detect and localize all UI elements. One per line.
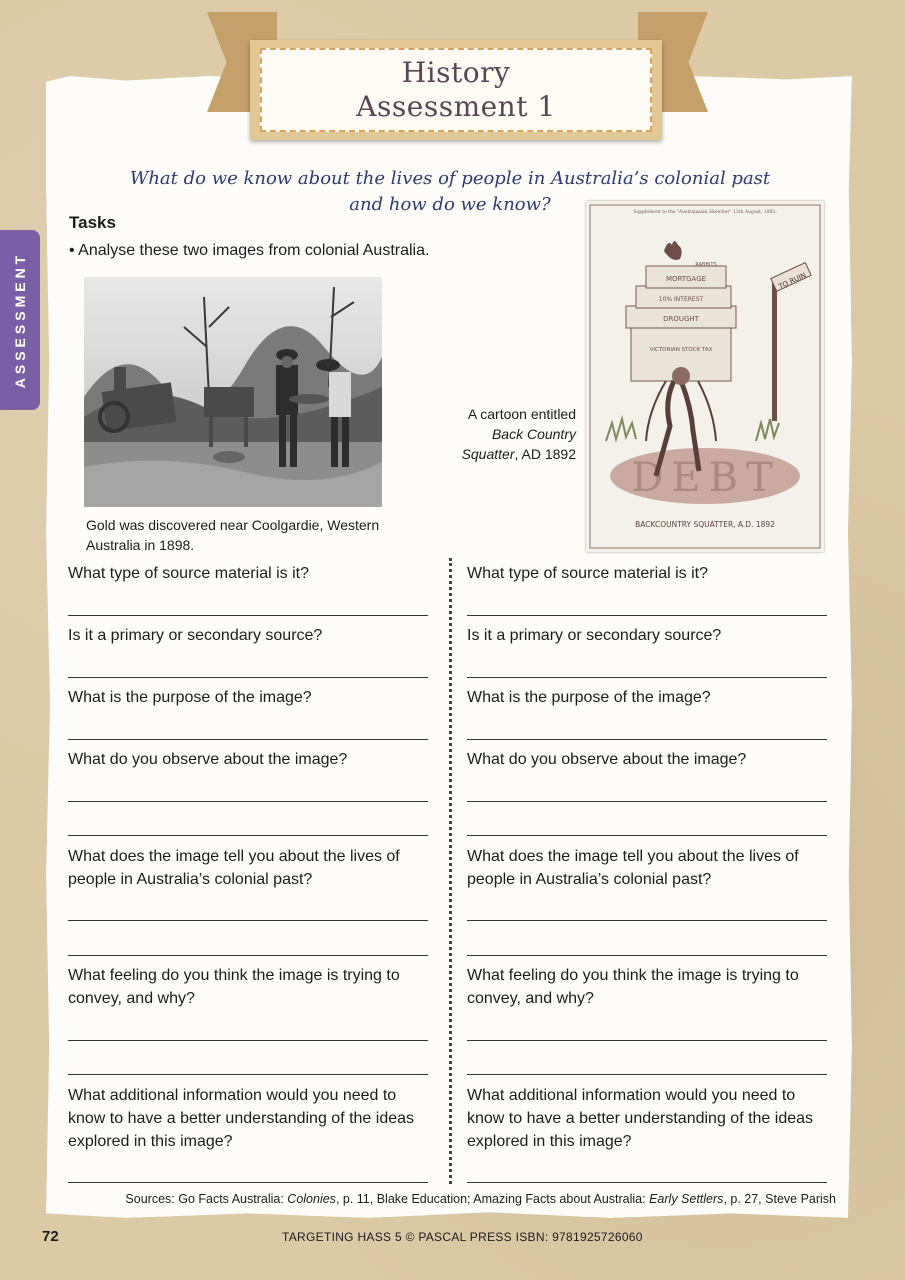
answer-line[interactable] [68,615,428,616]
answer-line[interactable] [467,739,827,740]
question-additional-left: What additional information would you need to know to have a better understanding of the ideas explored in this image? [68,1087,415,1150]
caption-right-line1: A cartoon entitled [467,406,576,422]
side-tab-label: ASSESSMENT [12,251,28,389]
inquiry-question-line-2: and how do we know? [349,194,551,215]
sources-book2: Early Settlers [649,1192,724,1206]
cartoon-debt-word: DEBT [631,455,781,501]
footer-text: TARGETING HASS 5 © PASCAL PRESS ISBN: 9781925726060 [282,1230,643,1244]
question-lives-left: What does the image tell you about the lives of people in Australia’s colonial past? [68,848,400,888]
question-primary-left: Is it a primary or secondary source? [68,627,323,644]
sources-mid: , p. 11, Blake Education; Amazing Facts about Australia: [335,1192,650,1206]
answer-line[interactable] [68,955,428,956]
answer-line[interactable] [68,920,428,921]
cartoon-caption-text: BACKCOUNTRY SQUATTER, A.D. 1892 [635,520,775,529]
question-observe-right: What do you observe about the image? [467,751,747,768]
sources-book1: Colonies [287,1192,336,1206]
answer-line[interactable] [467,615,827,616]
cartoon-art [586,201,824,552]
cartoon-sign-text: TO RUIN [777,271,808,291]
sources-citation [60,1192,836,1206]
gold-diggers-photo [84,277,382,507]
caption-right-title: Back Country Squatter [461,426,576,462]
answer-line[interactable] [68,1182,428,1183]
cartoon-label-4: RABBITS [695,262,717,268]
cartoon-label-2: DROUGHT [663,315,699,323]
answer-line[interactable] [68,835,428,836]
sources-prefix: Sources: Go Facts Australia: [125,1192,288,1206]
title-banner [250,40,662,140]
answer-line[interactable] [467,1040,827,1041]
question-purpose-right: What is the purpose of the image? [467,689,711,706]
question-observe-left: What do you observe about the image? [68,751,348,768]
column-divider [449,558,452,1184]
answer-line[interactable] [68,677,428,678]
photo-caption-right [440,404,576,464]
question-additional-right: What additional information would you need to know to have a better understanding of the ideas explored in this image? [467,1087,814,1150]
photo-caption-left: Gold was discovered near Coolgardie, Western Australia in 1898. [86,517,380,553]
tasks-label: Tasks [69,213,116,232]
question-type-left: What type of source material is it? [68,565,309,582]
answer-line[interactable] [467,1182,827,1183]
caption-right-title-line [440,424,576,464]
answer-line[interactable] [467,920,827,921]
answer-line[interactable] [467,677,827,678]
answer-line[interactable] [467,835,827,836]
title-inner [260,48,652,132]
gold-diggers-photo-art [84,277,382,507]
sources-suffix: , p. 27, Steve Parish [723,1192,836,1206]
answer-line[interactable] [68,1074,428,1075]
answer-line[interactable] [68,739,428,740]
question-feeling-left: What feeling do you think the image is trying to convey, and why? [68,967,400,1007]
cartoon-label-3: VICTORIAN STOCK TAX [649,347,713,353]
title-line-1: History [401,56,511,89]
question-feeling-right: What feeling do you think the image is trying to convey, and why? [467,967,799,1007]
task-bullet: • Analyse these two images from colonial Australia. [69,242,430,259]
caption-right-suffix: , AD 1892 [514,446,576,462]
inquiry-question-line-1: What do we know about the lives of people in Australia’s colonial past [129,168,771,189]
question-purpose-left: What is the purpose of the image? [68,689,312,706]
cartoon-label-1: 10% INTEREST [658,296,704,303]
question-type-right: What type of source material is it? [467,565,708,582]
answer-line[interactable] [467,955,827,956]
page-number: 72 [42,1228,59,1245]
cartoon-label-0: MORTGAGE [665,275,707,283]
answer-line[interactable] [467,801,827,802]
back-country-squatter-cartoon [586,201,824,552]
question-primary-right: Is it a primary or secondary source? [467,627,722,644]
answer-line[interactable] [467,1074,827,1075]
title-line-2: Assessment 1 [356,90,556,123]
answer-line[interactable] [68,1040,428,1041]
question-lives-right: What does the image tell you about the lives of people in Australia’s colonial past? [467,848,799,888]
answer-line[interactable] [68,801,428,802]
cartoon-top-text: Supplement to the "Australasian Sketcher" 13th August, 1892. [633,210,777,215]
